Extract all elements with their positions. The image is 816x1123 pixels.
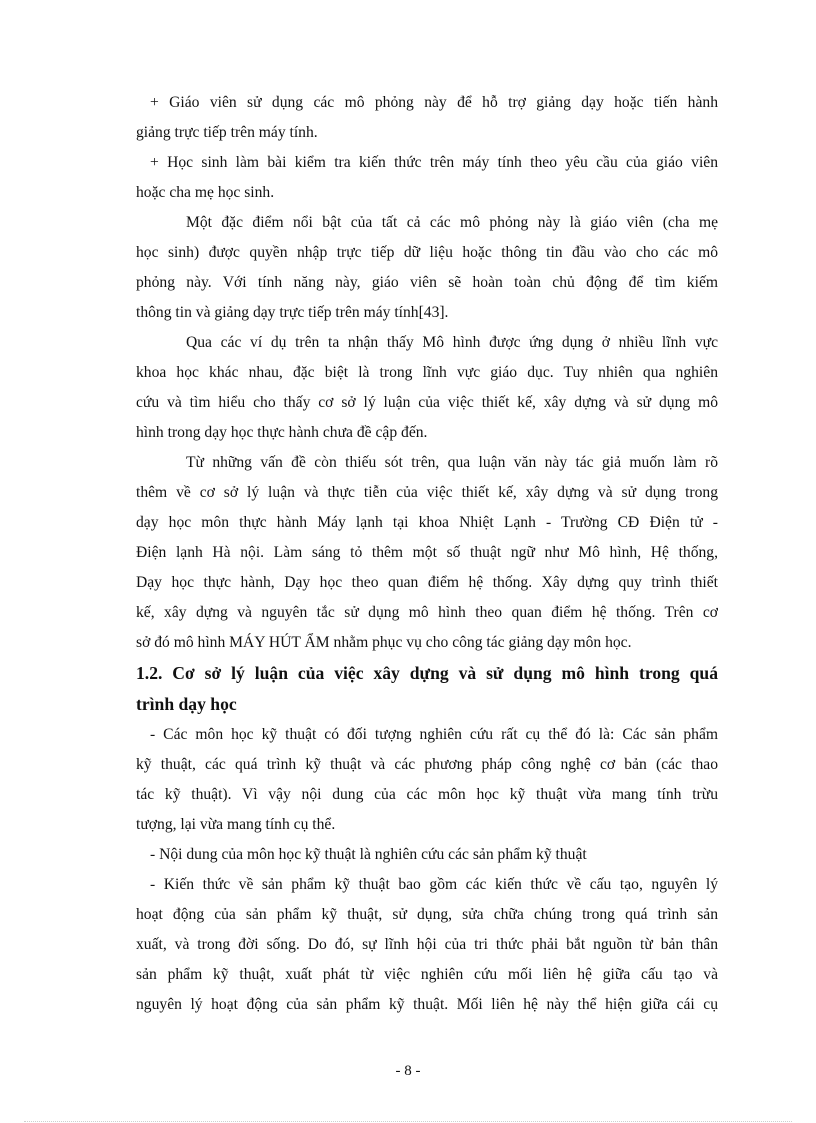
text-line: + Học sinh làm bài kiểm tra kiến thức trên máy tính theo yêu cầu của giáo viên — [150, 154, 718, 171]
paragraph-product-knowledge — [136, 870, 718, 1020]
page-bottom-divider — [24, 1121, 792, 1122]
text-line: hoặc cha mẹ học sinh. — [136, 184, 275, 201]
text-line: Dạy học thực hành, Dạy học theo quan điểm hệ thống. Xây dựng quy trình thiết — [136, 574, 718, 591]
paragraph-notable-feature — [136, 208, 718, 328]
paragraph-teacher-simulation — [136, 88, 718, 148]
text-line: tượng, lại vừa mang tính cụ thể. — [136, 816, 336, 833]
paragraph-subject-content — [136, 840, 718, 870]
text-line: sở đó mô hình MÁY HÚT ẨM nhằm phục vụ cho công tác giảng dạy môn học. — [136, 634, 632, 651]
text-line: hình trong dạy học thực hành chưa đề cập đến. — [136, 424, 428, 441]
text-line: Một đặc điểm nổi bật của tất cả các mô phỏng này là giáo viên (cha mẹ — [186, 214, 718, 231]
text-line: khoa học khác nhau, đặc biệt là trong lĩnh vực giáo dục. Tuy nhiên qua nghiên — [136, 364, 718, 381]
text-line: thêm về cơ sở lý luận và thực tiễn của việc thiết kế, xây dựng và sử dụng trong — [136, 484, 718, 501]
text-line: Qua các ví dụ trên ta nhận thấy Mô hình được ứng dụng ở nhiều lĩnh vực — [186, 334, 718, 351]
text-line: - Nội dung của môn học kỹ thuật là nghiên cứu các sản phẩm kỹ thuật — [150, 846, 587, 863]
text-line: xuất, và trong đời sống. Do đó, sự lĩnh hội của tri thức phải bắt nguồn từ bản thân — [136, 936, 718, 953]
paragraph-technical-subjects — [136, 720, 718, 840]
text-line: cứu và tìm hiểu cho thấy cơ sở lý luận của việc thiết kế, xây dựng và sử dụng mô — [136, 394, 718, 411]
text-line: Từ những vấn đề còn thiếu sót trên, qua luận văn này tác giả muốn làm rõ — [186, 454, 718, 471]
heading-line: 1.2. Cơ sở lý luận của việc xây dựng và sử dụng mô hình trong quá — [136, 663, 718, 683]
paragraph-student-test — [136, 148, 718, 208]
heading-line: trình dạy học — [136, 694, 237, 714]
text-line: tác kỹ thuật). Vì vậy nội dung của các môn học kỹ thuật vừa mang tính trừu — [136, 786, 718, 803]
text-line: hoạt động của sản phẩm kỹ thuật, sử dụng, sửa chữa chúng trong quá trình sản — [136, 906, 718, 923]
text-line: kế, xây dựng và nguyên tắc sử dụng mô hình theo quan điểm hệ thống. Trên cơ — [136, 604, 718, 621]
text-line: sản phẩm kỹ thuật, xuất phát từ việc nghiên cứu mối liên hệ giữa cấu tạo và — [136, 966, 718, 983]
paragraph-thesis-purpose — [136, 448, 718, 658]
text-line: giảng trực tiếp trên máy tính. — [136, 124, 318, 141]
text-line: - Các môn học kỹ thuật có đối tượng nghiên cứu rất cụ thể đó là: Các sản phẩm — [150, 726, 718, 743]
text-line: phỏng này. Với tính năng này, giáo viên sẽ hoàn toàn chủ động để tìm kiếm — [136, 274, 718, 291]
text-line: học sinh) được quyền nhập trực tiếp dữ liệu hoặc thông tin đầu vào cho các mô — [136, 244, 718, 261]
text-line: + Giáo viên sử dụng các mô phỏng này để hỗ trợ giảng dạy hoặc tiến hành — [150, 94, 718, 111]
text-line: nguyên lý hoạt động của sản phẩm kỹ thuật. Mối liên hệ này thể hiện giữa cái cụ — [136, 996, 718, 1013]
text-line: dạy học môn thực hành Máy lạnh tại khoa Nhiệt Lạnh - Trường CĐ Điện tử - — [136, 514, 718, 531]
section-heading — [136, 658, 718, 720]
text-line: thông tin và giảng dạy trực tiếp trên máy tính[43]. — [136, 304, 449, 321]
text-line: - Kiến thức về sản phẩm kỹ thuật bao gồm các kiến thức về cấu tạo, nguyên lý — [150, 876, 718, 893]
text-line: Điện lạnh Hà nội. Làm sáng tỏ thêm một số thuật ngữ như Mô hình, Hệ thống, — [136, 544, 718, 561]
text-line: kỹ thuật, các quá trình kỹ thuật và các phương pháp công nghệ cơ bản (các thao — [136, 756, 718, 773]
page-number: - 8 - — [395, 1063, 421, 1079]
page-body — [136, 88, 718, 1020]
paragraph-model-applications — [136, 328, 718, 448]
